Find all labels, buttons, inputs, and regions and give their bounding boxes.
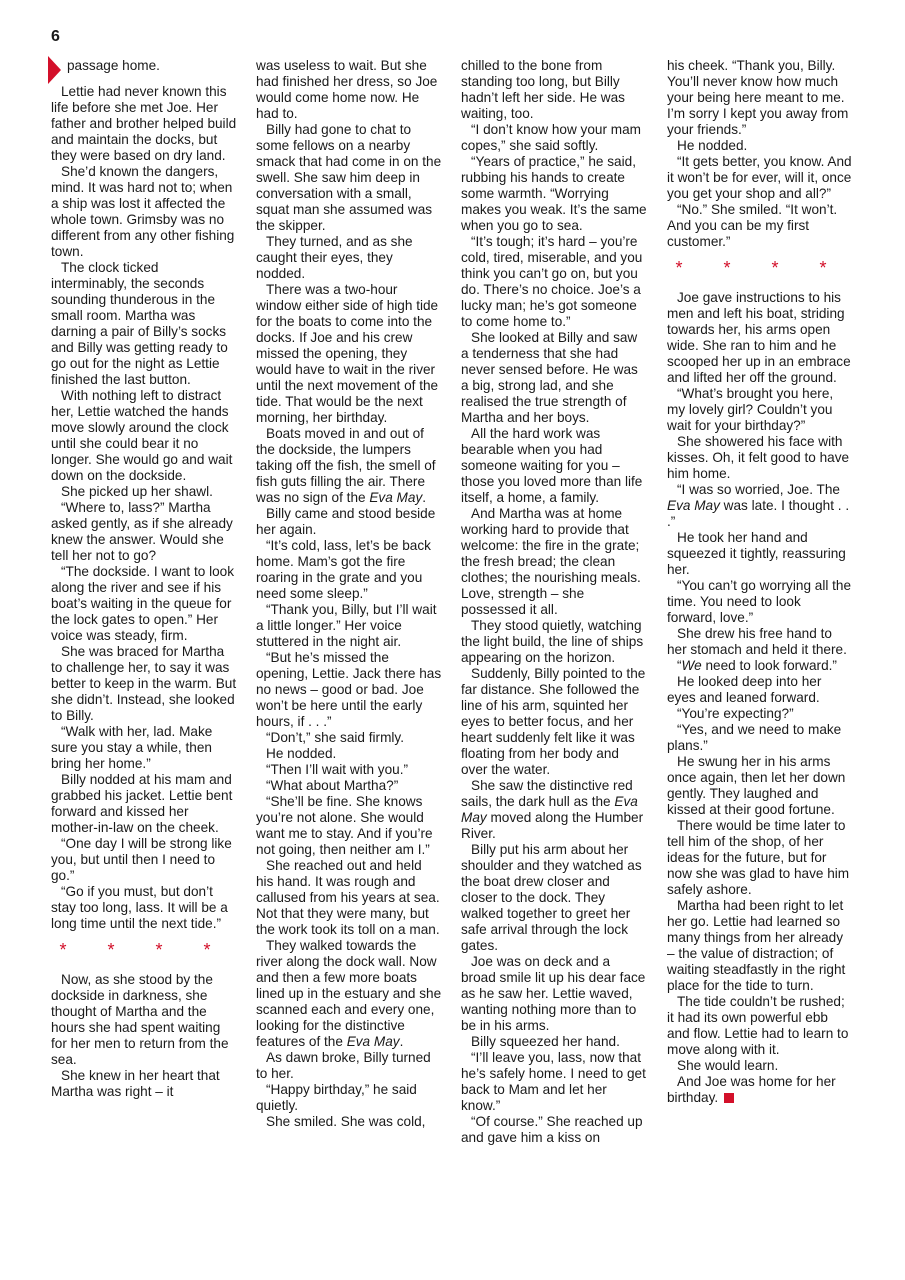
story-end-square-icon	[724, 1093, 734, 1103]
paragraph: “Don’t,” she said firmly.	[266, 730, 404, 745]
paragraph: The clock ticked interminably, the seconds sounding thunderous in the small room. Martha was darning a pair of Billy’s socks and Billy was getting ready to go out for the night as Lettie finished the last button.	[51, 260, 228, 387]
paragraph: The tide couldn’t be rushed; it had its own powerful ebb and flow. Lettie had to learn to move along with it.	[667, 994, 849, 1057]
paragraph: Boats moved in and out of the dockside, the lumpers taking off the fish, the smell of fish guts filling the air. There was no sign of the Eva May.	[256, 426, 436, 505]
paragraph: She showered his face with kisses. Oh, it felt good to have him home.	[667, 434, 850, 481]
paragraph: “No.” She smiled. “It won’t. And you can be my first customer.”	[667, 202, 838, 249]
paragraph: “One day I will be strong like you, but until then I need to go.”	[51, 836, 232, 883]
paragraph: Joe gave instructions to his men and left his boat, striding towards her, his arms open wide. She ran to him and he scooped her up in an embrace and lifted her off the ground.	[667, 290, 851, 385]
paragraph: Billy nodded at his mam and grabbed his jacket. Lettie bent forward and kissed her mother-in-law on the cheek.	[51, 772, 233, 835]
paragraph: “Happy birthday,” he said quietly.	[256, 1082, 417, 1113]
paragraph: He nodded.	[266, 746, 337, 761]
section-divider: * * * *	[675, 258, 845, 278]
paragraph: She was braced for Martha to challenge her, to say it was better to keep in the warm. But she didn’t. Instead, she looked to Billy.	[51, 644, 237, 723]
paragraph: “I’ll leave you, lass, now that he’s safely home. I need to get back to Mam and let her know.”	[461, 1050, 646, 1113]
paragraph: “It’s tough; it’s hard – you’re cold, tired, miserable, and you think you can’t go on, but you do. There’s no choice. Joe’s a lucky man; he’s got someone to come home to.”	[461, 234, 643, 329]
boat-name: Eva May	[346, 1034, 400, 1049]
story-continuation-marker-icon	[48, 56, 61, 84]
paragraph: “Where to, lass?” Martha asked gently, as if she already knew the answer. Would she tell her not to go?	[51, 500, 233, 563]
paragraph: Suddenly, Billy pointed to the far distance. She followed the line of his arm, squinted her eyes to better focus, and her heart suddenly felt like it was floating from her body and over the water.	[461, 666, 646, 777]
paragraph: She drew his free hand to her stomach and held it there.	[667, 626, 847, 657]
paragraph: She would learn.	[677, 1058, 779, 1073]
paragraph: “Of course.” She reached up and gave him a kiss on	[461, 1114, 643, 1145]
paragraph: “Go if you must, but don’t stay too long, lass. It will be a long time until the next tide.”	[51, 884, 228, 931]
paragraph: He looked deep into her eyes and leaned forward.	[667, 674, 822, 705]
paragraph: Billy came and stood beside her again.	[256, 506, 436, 537]
paragraph: Lettie had never known this life before she met Joe. Her father and brother helped build and maintain the docks, but they were based on dry land.	[51, 84, 237, 163]
paragraph: Billy had gone to chat to some fellows on a nearby smack that had come in on the swell. She saw him deep in conversation with a small, squat man she assumed was the skipper.	[256, 122, 442, 233]
paragraph: They stood quietly, watching the light build, the line of ships appearing on the horizon.	[461, 618, 644, 665]
paragraph: “But he’s missed the opening, Lettie. Jack there has no news – good or bad. Joe won’t be here until the early hours, if . . .”	[256, 650, 442, 729]
paragraph: He nodded.	[677, 138, 748, 153]
paragraph: There would be time later to tell him of the shop, of her ideas for the future, but for now she was glad to have him safely ashore.	[667, 818, 850, 897]
paragraph: “What’s brought you here, my lovely girl? Couldn’t you wait for your birthday?”	[667, 386, 834, 433]
section-divider: * * * *	[59, 940, 229, 960]
text-column-3	[461, 58, 647, 1146]
paragraph: “We need to look forward.”	[677, 658, 837, 673]
paragraph: She saw the distinctive red sails, the dark hull as the Eva May moved along the Humber River.	[461, 778, 644, 841]
paragraph: He swung her in his arms once again, then let her down gently. They laughed and kissed at their good fortune.	[667, 754, 846, 817]
paragraph: “Walk with her, lad. Make sure you stay a while, then bring her home.”	[51, 724, 213, 771]
paragraph: With nothing left to distract her, Lettie watched the hands move slowly around the clock until she could bear it no longer. She would go and wait down on the dockside.	[51, 388, 233, 483]
paragraph: She knew in her heart that Martha was right – it	[51, 1068, 220, 1099]
page-number: 6	[51, 28, 60, 45]
paragraph: “The dockside. I want to look along the river and see if his boat’s waiting in the queue for the lock gates to open.” Her voice was steady, firm.	[51, 564, 235, 643]
paragraph: “It’s cold, lass, let’s be back home. Mam’s got the fire roaring in the grate and you need some sleep.”	[256, 538, 431, 601]
paragraph: Billy put his arm about her shoulder and they watched as the boat drew closer and closer to the dock. They walked together to greet her safe arrival through the lock gates.	[461, 842, 642, 953]
paragraph: “You can’t go worrying all the time. You need to look forward, love.”	[667, 578, 852, 625]
paragraph: She picked up her shawl.	[61, 484, 213, 499]
paragraph: his cheek. “Thank you, Billy. You’ll never know how much your being here meant to me. I’m sorry I kept you away from your friends.”	[667, 58, 849, 137]
paragraph: She looked at Billy and saw a tenderness that she had never sensed before. He was a big, strong lad, and she realised the true strength of Martha and her boys.	[461, 330, 638, 425]
paragraph: They turned, and as she caught their eyes, they nodded.	[256, 234, 413, 281]
paragraph: Martha had been right to let her go. Lettie had learned so many things from her already – the value of distraction; of waiting steadfastly in the right place for the tide to turn.	[667, 898, 846, 993]
paragraph: “She’ll be fine. She knows you’re not alone. She would want me to stay. And if you’re not going, then neither am I.”	[256, 794, 433, 857]
paragraph: Billy squeezed her hand.	[471, 1034, 620, 1049]
paragraph: As dawn broke, Billy turned to her.	[256, 1050, 431, 1081]
paragraph: “Yes, and we need to make plans.”	[667, 722, 842, 753]
paragraph: They walked towards the river along the dock wall. Now and then a few more boats lined up in the estuary and she scanned each and every one, looking for the distinctive features of the Eva May.	[256, 938, 442, 1049]
paragraph: All the hard work was bearable when you had someone waiting for you – those you loved more than life itself, a home, a family.	[461, 426, 643, 505]
paragraph: “What about Martha?”	[266, 778, 399, 793]
paragraph: chilled to the bone from standing too long, but Billy hadn’t left her side. He was waiting, too.	[461, 58, 625, 121]
text-column-4	[667, 58, 853, 1106]
paragraph: There was a two-hour window either side of high tide for the boats to come into the docks. If Joe and his crew missed the opening, they would have to wait in the river until the next movement of the tide. That would be the next morning, her birthday.	[256, 282, 439, 425]
paragraph: “It gets better, you know. And it won’t be for ever, will it, once you get your shop and all?”	[667, 154, 852, 201]
paragraph: “I was so worried, Joe. The Eva May was late. I thought . . .”	[667, 482, 850, 529]
boat-name: Eva May	[461, 794, 638, 825]
paragraph: And Joe was home for her birthday.	[667, 1074, 836, 1105]
paragraph: Joe was on deck and a broad smile lit up his dear face as he saw her. Lettie waved, wanting nothing more than to be in his arms.	[461, 954, 646, 1033]
paragraph: was useless to wait. But she had finished her dress, so Joe would come home now. He had to.	[256, 58, 438, 121]
emphasis: We	[681, 658, 702, 673]
paragraph: “I don’t know how your mam copes,” she said softly.	[461, 122, 641, 153]
paragraph: And Martha was at home working hard to provide that welcome: the fire in the grate; the fresh bread; the clean clothes; the nourishing meals. Love, strength – she possessed it all.	[461, 506, 641, 617]
paragraph: He took her hand and squeezed it tightly, reassuring her.	[667, 530, 846, 577]
paragraph: passage home.	[51, 58, 237, 84]
paragraph: “Thank you, Billy, but I’ll wait a little longer.” Her voice stuttered in the night air.	[256, 602, 437, 649]
paragraph: “Years of practice,” he said, rubbing his hands to create some warmth. “Worrying makes you weak. It’s the same when you go to sea.	[461, 154, 647, 233]
paragraph: Now, as she stood by the dockside in darkness, she thought of Martha and the hours she had spent waiting for her men to return from the sea.	[51, 972, 229, 1067]
paragraph: “You’re expecting?”	[677, 706, 794, 721]
text-column-1	[51, 58, 237, 1100]
paragraph: “Then I’ll wait with you.”	[266, 762, 409, 777]
paragraph: She reached out and held his hand. It was rough and callused from his years at sea. Not that they were many, but the work took its toll on a man.	[256, 858, 440, 937]
paragraph: She smiled. She was cold,	[266, 1114, 426, 1129]
boat-name: Eva May	[667, 498, 720, 513]
paragraph: She’d known the dangers, mind. It was hard not to; when a ship was lost it affected the whole town. Grimsby was no different from any other fishing town.	[51, 164, 235, 259]
boat-name: Eva May	[369, 490, 423, 505]
text-column-2	[256, 58, 442, 1130]
